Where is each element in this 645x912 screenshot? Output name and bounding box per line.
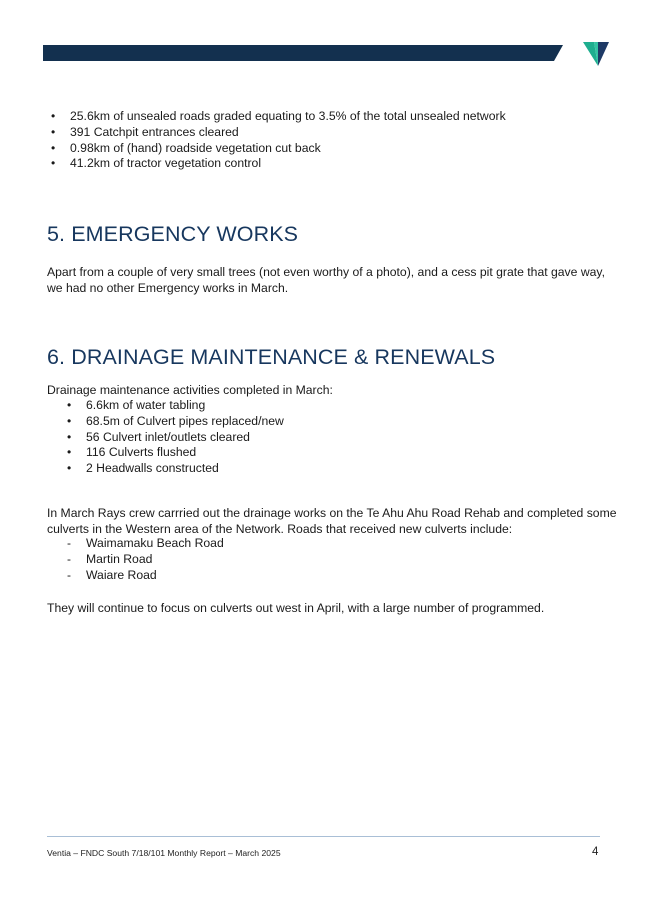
list-item: • 25.6km of unsealed roads graded equating to 3.5% of the total unsealed network [51,109,506,123]
emergency-works-paragraph: Apart from a couple of very small trees (not even worthy of a photo), and a cess pit grate that gave way, we had no other Emergency works in March. [47,265,605,295]
closing-paragraph: They will continue to focus on culverts out west in April, with a large number of programmed. [47,601,545,615]
list-item: • 391 Catchpit entrances cleared [51,124,239,139]
bullet-icon: • [67,445,72,460]
list-item: • 2 Headwalls constructed [67,461,219,476]
header-bar [43,45,563,61]
footer-divider [47,836,600,837]
list-item: • 68.5m of Culvert pipes replaced/new [67,413,284,428]
page-number: 4 [592,846,599,858]
culvert-roads-list [67,536,224,583]
drainage-intro: Drainage maintenance activities completed in March: [47,383,333,397]
emergency-works-heading: 5. EMERGENCY WORKS [47,222,299,246]
bullet-icon: • [51,109,56,123]
ventia-logo-icon [583,42,609,66]
drainage-activities-list [67,398,284,477]
dash-icon: - [67,536,71,550]
list-item: - Waiare Road [67,567,157,582]
rays-crew-paragraph: In March Rays crew carrried out the drainage works on the Te Ahu Ahu Road Rehab and completed some culverts in the Western area of the Network. Roads that received new culverts include: [47,506,617,536]
list-item: • 6.6km of water tabling [67,398,206,412]
bullet-icon: • [67,429,72,444]
list-item: • 56 Culvert inlet/outlets cleared [67,429,250,444]
list-item: • 0.98km of (hand) roadside vegetation cut back [51,140,321,155]
list-item: • 116 Culverts flushed [67,445,197,460]
list-item: - Martin Road [67,551,153,566]
list-item: - Waimamaku Beach Road [67,536,224,550]
bullet-icon: • [67,461,72,476]
footer-text: Ventia – FNDC South 7/18/101 Monthly Report – March 2025 [47,848,281,858]
bullet-icon: • [51,140,56,155]
dash-icon: - [67,567,71,582]
bullet-icon: • [51,156,56,171]
bullet-icon: • [67,398,72,412]
bullet-icon: • [67,413,72,428]
bullet-icon: • [51,124,56,139]
grading-summary-list [51,109,506,172]
drainage-heading: 6. DRAINAGE MAINTENANCE & RENEWALS [47,345,496,369]
dash-icon: - [67,551,71,566]
list-item: • 41.2km of tractor vegetation control [51,156,262,171]
